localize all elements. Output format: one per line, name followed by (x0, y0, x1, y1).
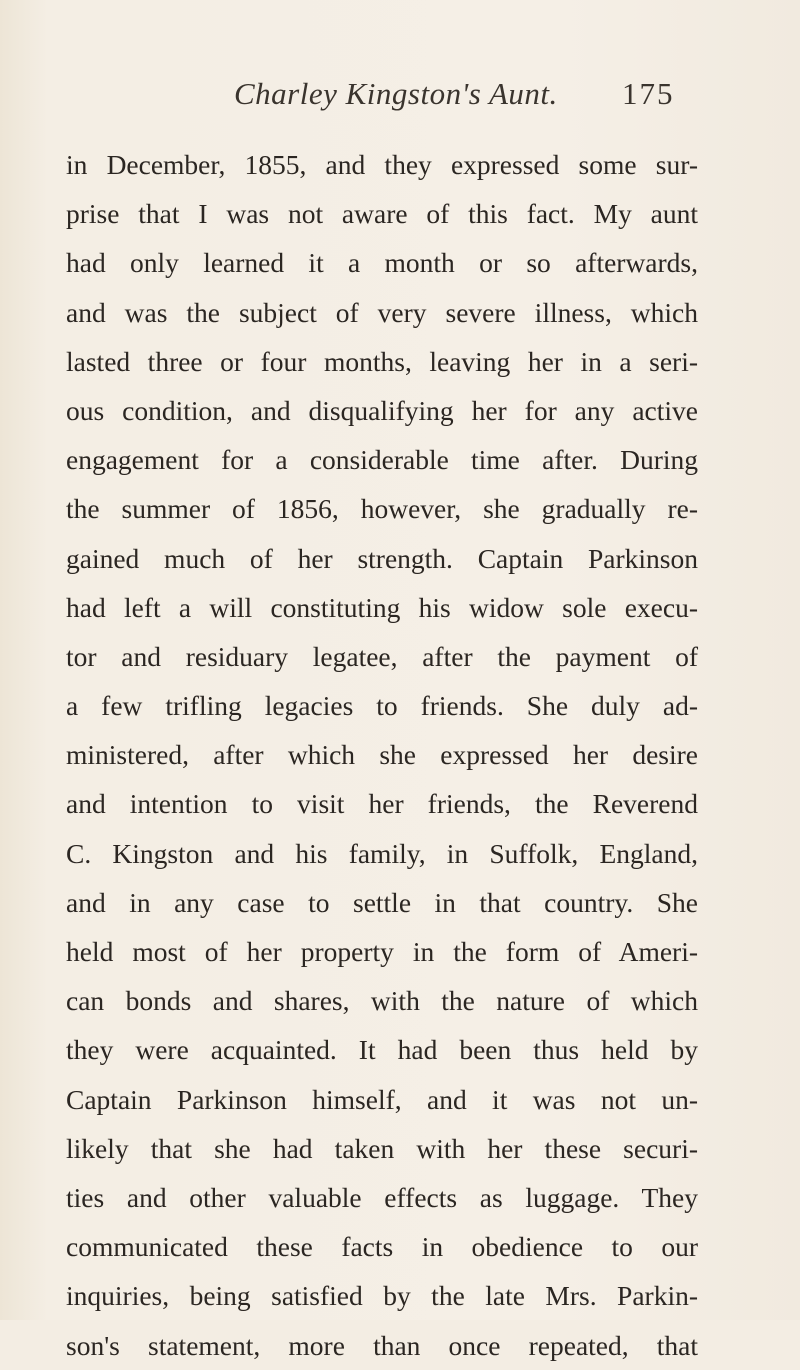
text-line: and intention to visit her friends, the Reverend (66, 788, 698, 820)
running-title: Charley Kingston's Aunt. (234, 76, 558, 111)
text-line: in December, 1855, and they expressed some sur- (66, 149, 698, 180)
text-line: inquiries, being satisfied by the late Mrs. Parkin- (66, 1280, 698, 1312)
text-line: C. Kingston and his family, in Suffolk, England, (66, 837, 698, 869)
body-text (66, 140, 698, 1370)
text-line: ous condition, and disqualifying her for any active (66, 394, 698, 426)
text-line: Captain Parkinson himself, and it was not un- (66, 1083, 698, 1115)
text-line: they were acquainted. It had been thus held by (66, 1034, 698, 1066)
text-line: gained much of her strength. Captain Parkinson (66, 542, 698, 574)
text-line: and was the subject of very severe illness, which (66, 296, 698, 328)
text-line: son's statement, more than once repeated, that (66, 1329, 698, 1361)
text-line: had only learned it a month or so afterwards, (66, 247, 698, 279)
text-line: prise that I was not aware of this fact. My aunt (66, 198, 698, 230)
page-number: 175 (622, 76, 675, 111)
text-line: held most of her property in the form of Ameri- (66, 936, 698, 967)
text-line: communicated these facts in obedience to our (66, 1231, 698, 1263)
text-line: ties and other valuable effects as luggage. They (66, 1181, 698, 1213)
text-line: and in any case to settle in that country. She (66, 886, 698, 918)
text-line: tor and residuary legatee, after the payment of (66, 640, 698, 672)
text-line: ministered, after which she expressed her desire (66, 739, 698, 771)
text-line: engagement for a considerable time after. During (66, 444, 698, 476)
running-head (0, 76, 800, 126)
text-line: had left a will constituting his widow sole execu- (66, 591, 698, 623)
text-line: can bonds and shares, with the nature of which (66, 985, 698, 1017)
text-line: the summer of 1856, however, she gradually re- (66, 493, 698, 525)
text-line: lasted three or four months, leaving her in a seri- (66, 345, 698, 377)
text-line: a few trifling legacies to friends. She duly ad- (66, 690, 698, 722)
text-line: likely that she had taken with her these securi- (66, 1132, 698, 1164)
